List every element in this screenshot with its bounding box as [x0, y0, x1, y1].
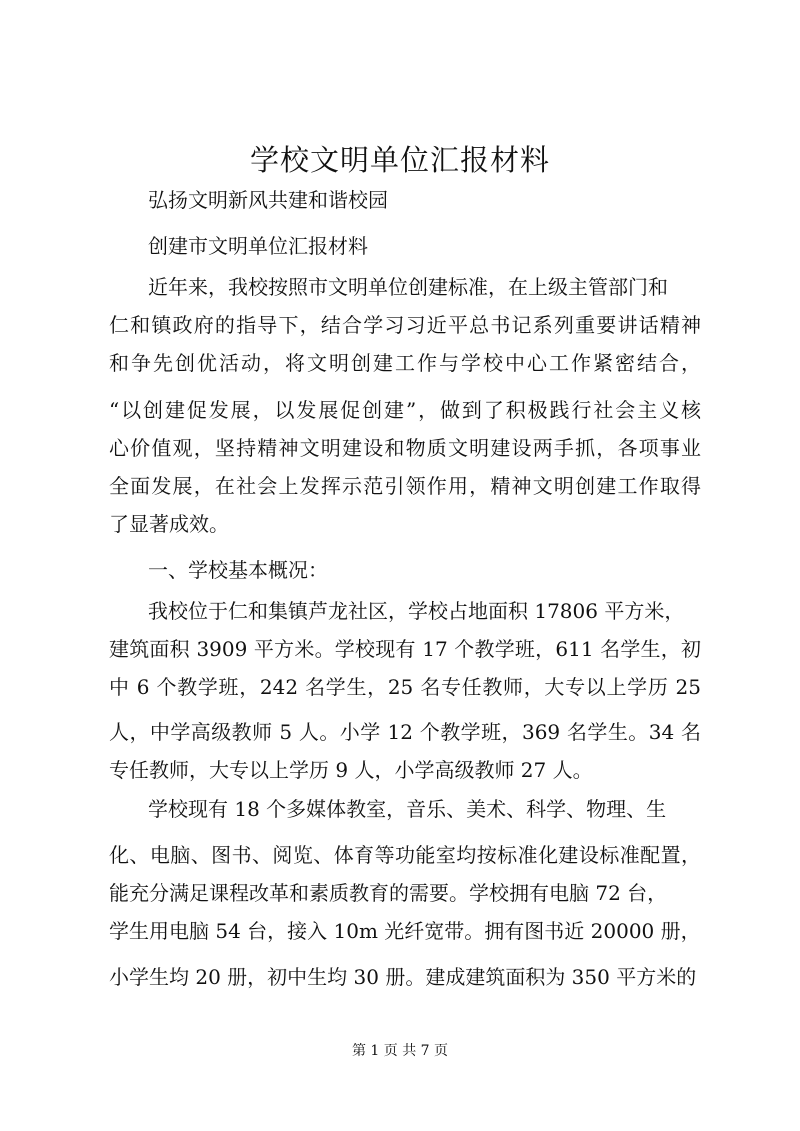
- paragraph-line: 能充分满足课程改革和素质教育的需要。学校拥有电脑 72 台，: [109, 881, 668, 905]
- paragraph-line: 近年来，我校按照市文明单位创建标准，在上级主管部门和: [148, 275, 668, 299]
- paragraph-line: 小学生均 20 册，初中生均 30 册。建成建筑面积为 350 平方米的: [109, 965, 697, 989]
- subtitle-line: 弘扬文明新风共建和谐校园: [148, 188, 388, 212]
- paragraph-line: 学生用电脑 54 台，接入 10m 光纤宽带。拥有图书近 20000 册，: [109, 919, 701, 943]
- page-footer: 第 1 页 共 7 页: [351, 1043, 449, 1059]
- paragraph-line: 专任教师，大专以上学历 9 人，小学高级教师 27 人。: [109, 758, 593, 782]
- paragraph-line: 仁和镇政府的指导下，结合学习习近平总书记系列重要讲话精神: [109, 313, 701, 337]
- subtitle-line: 创建市文明单位汇报材料: [148, 234, 368, 258]
- paragraph-line: 我校位于仁和集镇芦龙社区，学校占地面积 17806 平方米，: [148, 599, 685, 623]
- paragraph-line: 学校现有 18 个多媒体教室，音乐、美术、科学、物理、生: [148, 797, 667, 821]
- document-title: 学校文明单位汇报材料: [249, 143, 550, 177]
- paragraph-line: 人，中学高级教师 5 人。小学 12 个教学班，369 名学生。34 名: [109, 720, 701, 744]
- paragraph-line: 和争先创优活动，将文明创建工作与学校中心工作紧密结合，: [109, 351, 701, 375]
- paragraph-line: 建筑面积 3909 平方米。学校现有 17 个教学班，611 名学生，初: [109, 637, 701, 661]
- section-heading: 一、学校基本概况：: [148, 558, 328, 582]
- paragraph-line: 心价值观，坚持精神文明建设和物质文明建设两手抓，各项事业: [109, 436, 701, 460]
- paragraph-line: 全面发展，在社会上发挥示范引领作用，精神文明创建工作取得: [109, 474, 701, 498]
- paragraph-line: 中 6 个教学班，242 名学生，25 名专任教师，大专以上学历 25: [109, 675, 701, 699]
- paragraph-line: “以创建促发展，以发展促创建”，做到了积极践行社会主义核: [109, 398, 701, 422]
- paragraph-line: 了显著成效。: [109, 512, 229, 536]
- paragraph-line: 化、电脑、图书、阅览、体育等功能室均按标准化建设标准配置，: [109, 843, 701, 867]
